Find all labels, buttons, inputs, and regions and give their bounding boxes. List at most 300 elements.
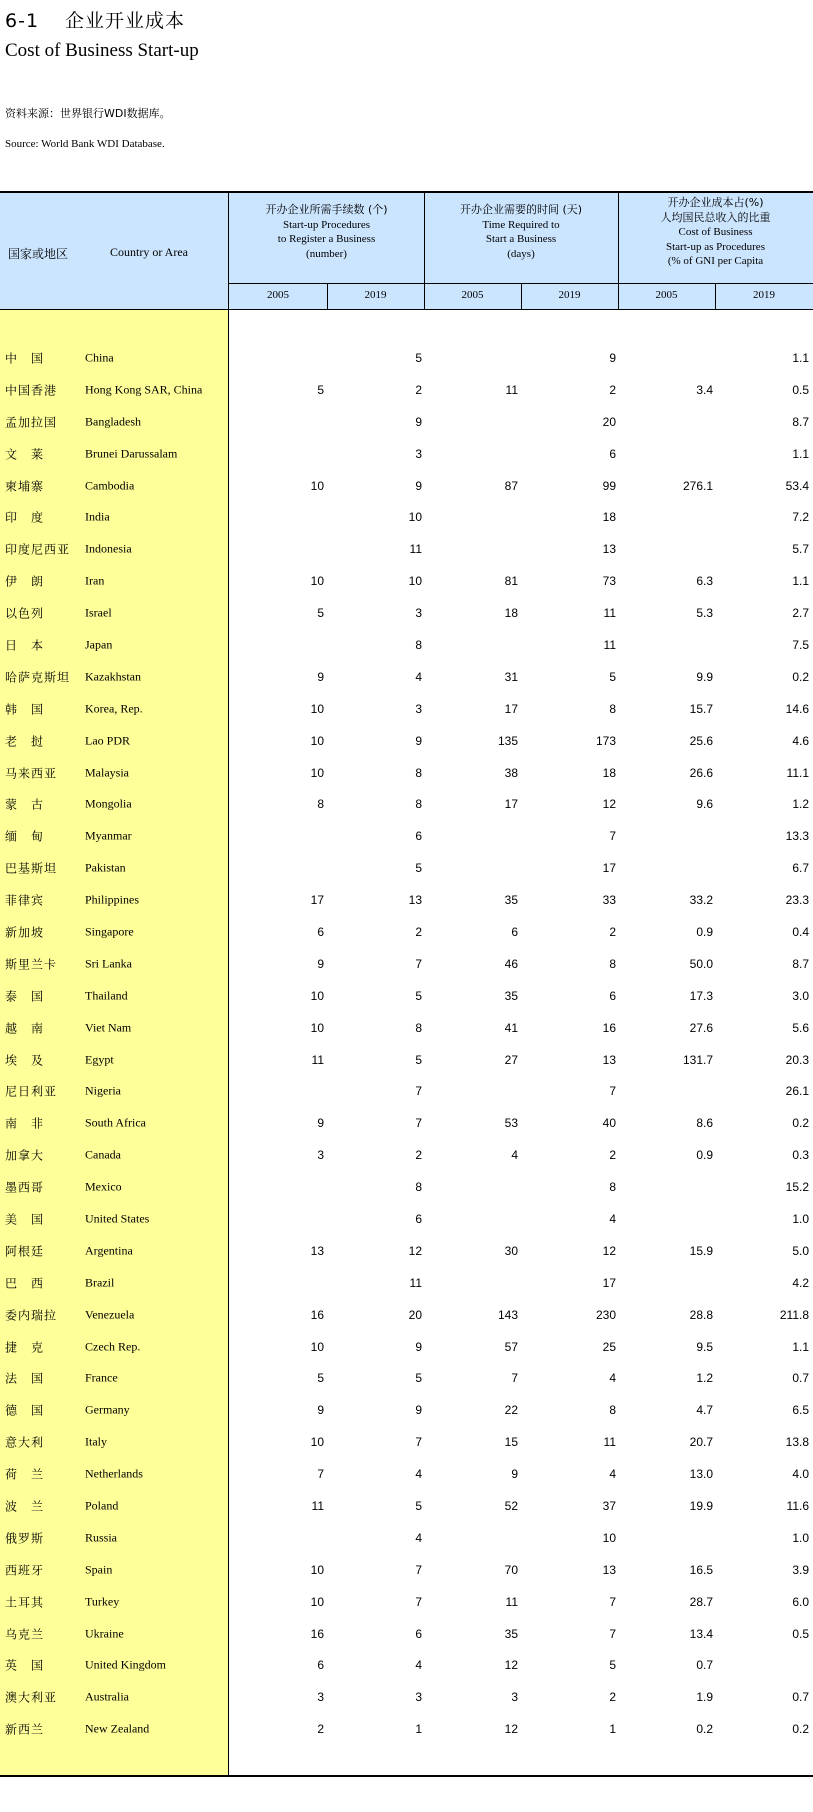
country-name-en: Korea, Rep. [85, 701, 143, 716]
table-row [0, 1012, 813, 1044]
table-row [0, 916, 813, 948]
value-procedures-2019: 8 [415, 765, 422, 780]
value-procedures-2019: 8 [415, 1180, 422, 1195]
value-time-2019: 11 [603, 637, 616, 652]
value-procedures-2019: 9 [415, 1339, 422, 1354]
country-name-cn: 澳大利亚 [5, 1690, 58, 1705]
country-name-en: United States [85, 1211, 150, 1226]
country-name-en: Pakistan [85, 860, 126, 875]
value-procedures-2019: 4 [415, 669, 422, 684]
year-header: 2005 [267, 289, 289, 301]
value-time-2005: 53 [504, 1116, 518, 1131]
value-procedures-2005: 10 [310, 574, 324, 589]
table-row [0, 1075, 813, 1107]
value-cost-2019: 13.8 [785, 1435, 809, 1450]
value-cost-2019: 3.9 [792, 1562, 809, 1577]
value-cost-2019: 6.5 [792, 1403, 809, 1418]
country-name-en: United Kingdom [85, 1657, 166, 1672]
title-cn-text: 企业开业成本 [65, 10, 186, 32]
value-procedures-2019: 5 [415, 1371, 422, 1386]
table-row [0, 342, 813, 374]
value-cost-2019: 8.7 [792, 956, 809, 971]
table-title-cn [5, 6, 185, 33]
country-name-en: Cambodia [85, 478, 135, 492]
value-procedures-2019: 8 [415, 637, 422, 652]
value-time-2019: 7 [609, 1594, 616, 1609]
table-row [0, 374, 813, 406]
value-procedures-2019: 7 [415, 1116, 422, 1131]
value-time-2019: 20 [602, 414, 616, 429]
table-row [0, 1267, 813, 1299]
value-time-2005: 35 [504, 988, 518, 1003]
value-procedures-2005: 3 [317, 1690, 324, 1705]
table-row [0, 1522, 813, 1554]
value-time-2005: 46 [504, 956, 518, 971]
table-row [0, 1044, 813, 1076]
value-procedures-2019: 8 [415, 1020, 422, 1035]
table-row [0, 757, 813, 789]
country-name-cn: 南 非 [5, 1116, 45, 1131]
country-name-cn: 尼日利亚 [5, 1084, 58, 1099]
value-procedures-2005: 9 [317, 956, 324, 971]
value-procedures-2019: 7 [415, 1084, 422, 1099]
table-row [0, 884, 813, 916]
country-name-en: Venezuela [85, 1307, 135, 1322]
value-cost-2019: 0.2 [792, 1722, 809, 1737]
value-procedures-2005: 10 [310, 733, 324, 748]
header-time-en1: Time Required to [482, 218, 560, 231]
value-time-2005: 11 [505, 1594, 518, 1609]
header-time-cn: 开办企业需要的时间 (天) [459, 203, 583, 216]
value-time-2019: 5 [609, 1658, 616, 1673]
header-procedures-cn: 开办企业所需手续数 (个) [265, 203, 388, 216]
country-name-en: New Zealand [85, 1721, 150, 1736]
value-procedures-2019: 7 [415, 956, 422, 971]
value-cost-2019: 8.7 [792, 414, 809, 429]
value-time-2019: 2 [609, 1148, 616, 1163]
table-row [0, 1363, 813, 1395]
value-time-2019: 8 [609, 701, 616, 716]
value-procedures-2019: 8 [415, 797, 422, 812]
country-name-cn: 越 南 [5, 1021, 45, 1036]
country-name-en: Kazakhstan [85, 669, 141, 684]
country-name-en: Iran [85, 573, 105, 588]
country-name-en: Netherlands [85, 1466, 143, 1481]
table-row [0, 501, 813, 533]
value-cost-2019: 6.7 [792, 861, 809, 876]
value-procedures-2019: 5 [415, 350, 422, 365]
value-cost-2005: 20.7 [689, 1435, 713, 1450]
table-row [0, 1394, 813, 1426]
value-procedures-2019: 5 [415, 1052, 422, 1067]
value-procedures-2005: 8 [317, 797, 324, 812]
country-name-en: Ukraine [85, 1626, 124, 1641]
value-procedures-2019: 9 [415, 1403, 422, 1418]
value-cost-2019: 23.3 [785, 893, 809, 908]
country-name-en: Nigeria [85, 1083, 121, 1098]
country-name-en: Sri Lanka [85, 956, 132, 971]
value-cost-2019: 211.8 [779, 1307, 809, 1322]
table-body [0, 342, 813, 1745]
country-name-en: China [85, 350, 114, 365]
value-cost-2005: 33.2 [689, 893, 713, 908]
table-row [0, 1235, 813, 1267]
value-procedures-2019: 5 [415, 988, 422, 1003]
value-time-2005: 17 [504, 797, 518, 812]
country-name-cn: 俄罗斯 [5, 1531, 45, 1546]
value-cost-2019: 2.7 [792, 606, 809, 621]
header-procedures-en3: (number) [306, 247, 347, 260]
country-name-en: South Africa [85, 1115, 146, 1130]
value-procedures-2019: 3 [415, 701, 422, 716]
value-procedures-2005: 5 [317, 382, 324, 397]
value-procedures-2019: 2 [415, 382, 422, 397]
table-title-en: Cost of Business Start-up [5, 40, 199, 61]
value-procedures-2005: 11 [311, 1499, 324, 1513]
value-cost-2005: 13.0 [689, 1467, 713, 1482]
country-name-en: Singapore [85, 924, 134, 939]
table-number: 6-1 [5, 10, 40, 32]
table-row [0, 661, 813, 693]
table-row [0, 1107, 813, 1139]
value-cost-2019: 1.1 [792, 446, 809, 461]
value-time-2005: 4 [511, 1148, 518, 1163]
value-time-2019: 173 [595, 733, 616, 748]
country-name-cn: 泰 国 [5, 989, 45, 1004]
country-name-en: Brunei Darussalam [85, 446, 178, 461]
value-cost-2019: 15.2 [785, 1180, 809, 1195]
year-header: 2019 [753, 289, 775, 301]
value-procedures-2019: 5 [415, 1499, 422, 1513]
value-procedures-2005: 7 [317, 1467, 324, 1482]
value-time-2019: 13 [602, 542, 616, 557]
table-row [0, 820, 813, 852]
value-cost-2005: 26.6 [689, 765, 713, 780]
country-name-en: Italy [85, 1434, 107, 1449]
value-cost-2019: 0.7 [792, 1690, 809, 1705]
value-time-2019: 8 [609, 1180, 616, 1195]
table-row [0, 1299, 813, 1331]
country-name-cn: 西班牙 [5, 1563, 45, 1578]
value-procedures-2005: 9 [317, 1116, 324, 1131]
header-cost-cn2: 人均国民总收入的比重 [660, 210, 771, 224]
country-name-en: Australia [85, 1689, 129, 1704]
value-time-2019: 16 [602, 1020, 616, 1035]
value-procedures-2019: 4 [415, 1530, 422, 1545]
value-procedures-2005: 10 [310, 701, 324, 716]
country-name-cn: 阿根廷 [5, 1244, 45, 1259]
value-time-2005: 7 [511, 1371, 518, 1386]
value-time-2019: 6 [609, 988, 616, 1003]
value-time-2005: 57 [504, 1339, 518, 1354]
value-cost-2005: 15.9 [689, 1243, 713, 1258]
country-name-cn: 德 国 [5, 1403, 45, 1418]
value-time-2005: 35 [504, 893, 518, 908]
value-procedures-2019: 13 [408, 893, 422, 908]
value-time-2019: 10 [602, 1530, 616, 1545]
country-name-cn: 新西兰 [5, 1722, 45, 1737]
value-time-2019: 73 [602, 574, 616, 589]
value-time-2019: 17 [602, 861, 616, 876]
value-cost-2019: 26.1 [785, 1084, 809, 1099]
value-cost-2019: 14.6 [785, 701, 809, 716]
value-procedures-2005: 10 [310, 478, 324, 493]
value-time-2005: 12 [504, 1722, 518, 1737]
value-cost-2005: 3.4 [696, 382, 713, 397]
value-procedures-2005: 10 [310, 988, 324, 1003]
header-cost-cn1: 开办企业成本占(%) [667, 196, 764, 209]
value-procedures-2019: 3 [415, 606, 422, 621]
table-row [0, 533, 813, 565]
value-cost-2005: 5.3 [696, 606, 713, 621]
value-time-2019: 6 [609, 446, 616, 461]
value-cost-2005: 0.7 [696, 1658, 713, 1673]
value-time-2005: 81 [504, 574, 518, 589]
table-row [0, 948, 813, 980]
table-row [0, 438, 813, 470]
header-cost-en3: (% of GNI per Capita [667, 255, 764, 267]
value-time-2005: 11 [505, 382, 518, 397]
value-cost-2005: 19.9 [689, 1499, 713, 1513]
table-row [0, 1554, 813, 1586]
country-name-cn: 中 国 [5, 351, 45, 366]
table-row [0, 1618, 813, 1650]
value-time-2005: 17 [504, 701, 518, 716]
value-procedures-2019: 4 [415, 1658, 422, 1673]
value-procedures-2019: 12 [408, 1243, 422, 1258]
value-procedures-2019: 5 [415, 861, 422, 876]
value-time-2019: 230 [595, 1307, 616, 1322]
value-procedures-2005: 9 [317, 1403, 324, 1418]
value-cost-2019: 53.4 [785, 478, 809, 493]
value-cost-2005: 6.3 [696, 574, 713, 589]
value-cost-2019: 0.5 [792, 382, 809, 397]
value-procedures-2019: 11 [409, 542, 422, 557]
value-cost-2019: 5.7 [792, 542, 809, 557]
header-country-en: Country or Area [110, 245, 188, 259]
value-procedures-2019: 11 [409, 1275, 422, 1290]
value-cost-2019: 0.2 [792, 669, 809, 684]
table-row [0, 1139, 813, 1171]
country-name-en: Bangladesh [85, 414, 141, 429]
value-procedures-2019: 6 [415, 829, 422, 844]
value-time-2005: 35 [504, 1626, 518, 1641]
value-time-2019: 8 [609, 1403, 616, 1418]
value-procedures-2019: 7 [415, 1562, 422, 1577]
value-time-2019: 11 [603, 1435, 616, 1450]
value-time-2019: 12 [602, 1243, 616, 1258]
country-name-cn: 日 本 [5, 638, 45, 653]
value-procedures-2019: 9 [415, 414, 422, 429]
country-name-cn: 中国香港 [5, 383, 58, 398]
value-cost-2005: 16.5 [689, 1562, 713, 1577]
value-cost-2005: 9.9 [696, 669, 713, 684]
value-cost-2019: 11.1 [786, 765, 809, 780]
value-cost-2019: 4.2 [792, 1275, 809, 1290]
value-cost-2005: 8.6 [696, 1116, 713, 1131]
country-name-en: Russia [85, 1530, 118, 1545]
table-row [0, 1426, 813, 1458]
table-row [0, 1681, 813, 1713]
country-name-en: Mongolia [85, 796, 132, 811]
country-name-cn: 韩 国 [5, 702, 45, 717]
value-time-2019: 13 [602, 1562, 616, 1577]
table-row [0, 470, 813, 502]
table-row [0, 629, 813, 661]
value-time-2005: 135 [497, 733, 518, 748]
table-row [0, 980, 813, 1012]
country-name-cn: 新加坡 [5, 925, 45, 940]
value-time-2005: 87 [504, 478, 518, 493]
value-procedures-2005: 6 [317, 1658, 324, 1673]
value-time-2019: 25 [602, 1339, 616, 1354]
year-header: 2019 [558, 289, 581, 301]
value-time-2019: 18 [602, 510, 616, 525]
value-time-2019: 17 [602, 1275, 616, 1290]
country-name-cn: 文 莱 [5, 447, 45, 462]
country-name-cn: 伊 朗 [5, 574, 45, 589]
table-row [0, 565, 813, 597]
table-row [0, 1171, 813, 1203]
value-procedures-2005: 11 [311, 1052, 324, 1067]
year-header: 2019 [364, 289, 387, 301]
value-cost-2019: 0.5 [792, 1626, 809, 1641]
header-procedures-en1: Start-up Procedures [282, 218, 371, 231]
country-name-cn: 乌克兰 [5, 1627, 45, 1642]
country-name-cn: 波 兰 [5, 1499, 45, 1514]
value-time-2019: 9 [609, 350, 616, 365]
value-procedures-2005: 10 [310, 1339, 324, 1354]
country-name-en: Myanmar [85, 828, 132, 843]
header-country-cn: 国家或地区 [8, 247, 69, 261]
country-name-cn: 巴 西 [5, 1276, 45, 1291]
country-name-cn: 荷 兰 [5, 1467, 45, 1482]
value-cost-2005: 28.8 [689, 1307, 713, 1322]
table-row [0, 406, 813, 438]
value-cost-2005: 27.6 [689, 1020, 713, 1035]
value-cost-2019: 1.2 [792, 797, 809, 812]
value-cost-2019: 20.3 [785, 1052, 809, 1067]
value-time-2005: 70 [504, 1562, 518, 1577]
value-procedures-2019: 7 [415, 1435, 422, 1450]
value-time-2019: 4 [609, 1211, 616, 1226]
table-row [0, 1458, 813, 1490]
value-cost-2005: 131.7 [682, 1052, 713, 1067]
value-time-2019: 11 [603, 606, 616, 621]
table-row [0, 852, 813, 884]
table-row [0, 1586, 813, 1618]
value-time-2005: 12 [504, 1658, 518, 1673]
header-bottom-rule [0, 309, 813, 310]
header-procedures-en2: to Register a Business [277, 233, 376, 245]
value-cost-2019: 0.2 [792, 1116, 809, 1131]
value-time-2019: 99 [602, 478, 616, 493]
country-name-en: Egypt [85, 1052, 114, 1067]
value-time-2019: 33 [602, 893, 616, 908]
value-cost-2019: 7.5 [792, 637, 809, 652]
country-name-en: Czech Rep. [85, 1339, 141, 1354]
value-cost-2019: 4.0 [792, 1467, 809, 1482]
value-cost-2019: 1.1 [792, 350, 809, 365]
value-cost-2005: 9.5 [696, 1339, 713, 1354]
country-name-cn: 孟加拉国 [5, 415, 58, 430]
value-procedures-2005: 17 [310, 893, 324, 908]
value-procedures-2005: 3 [317, 1148, 324, 1163]
country-name-cn: 加拿大 [5, 1148, 45, 1163]
value-procedures-2019: 2 [415, 924, 422, 939]
value-procedures-2019: 10 [408, 510, 422, 525]
value-time-2019: 13 [602, 1052, 616, 1067]
value-cost-2019: 6.0 [792, 1594, 809, 1609]
country-name-en: Indonesia [85, 541, 132, 556]
value-time-2019: 2 [609, 924, 616, 939]
country-name-en: Argentina [85, 1243, 133, 1258]
value-cost-2005: 0.9 [696, 1148, 713, 1163]
value-procedures-2019: 7 [415, 1594, 422, 1609]
value-time-2019: 7 [609, 829, 616, 844]
value-time-2019: 4 [609, 1467, 616, 1482]
country-name-en: Japan [85, 637, 113, 652]
value-time-2019: 18 [602, 765, 616, 780]
country-name-cn: 哈萨克斯坦 [5, 670, 71, 685]
value-cost-2019: 4.6 [792, 733, 809, 748]
value-cost-2005: 1.9 [696, 1690, 713, 1705]
country-name-cn: 法 国 [5, 1371, 45, 1386]
value-procedures-2019: 3 [415, 446, 422, 461]
value-cost-2005: 28.7 [689, 1594, 713, 1609]
country-name-cn: 马来西亚 [5, 766, 58, 781]
value-procedures-2005: 6 [317, 924, 324, 939]
country-name-en: Spain [85, 1562, 113, 1577]
value-procedures-2005: 5 [317, 1371, 324, 1386]
header-time-en2: Start a Business [485, 233, 557, 245]
table-row [0, 693, 813, 725]
value-time-2005: 30 [504, 1243, 518, 1258]
country-name-en: Thailand [85, 988, 128, 1003]
table-row [0, 1203, 813, 1235]
country-name-cn: 印度尼西亚 [5, 542, 71, 557]
country-name-cn: 美 国 [5, 1212, 45, 1227]
value-time-2019: 7 [609, 1084, 616, 1099]
value-cost-2019: 0.3 [792, 1148, 809, 1163]
value-cost-2005: 4.7 [696, 1403, 713, 1418]
value-cost-2005: 0.2 [696, 1722, 713, 1737]
value-time-2005: 6 [511, 924, 518, 939]
value-procedures-2019: 9 [415, 733, 422, 748]
value-cost-2005: 50.0 [689, 956, 713, 971]
country-name-en: Brazil [85, 1275, 115, 1290]
value-procedures-2005: 10 [310, 1435, 324, 1450]
value-cost-2005: 13.4 [689, 1626, 713, 1641]
source-note-cn: 资料来源：世界银行WDI数据库。 [5, 107, 171, 120]
value-cost-2005: 276.1 [682, 478, 713, 493]
value-procedures-2005: 13 [310, 1243, 324, 1258]
country-name-en: Lao PDR [85, 733, 130, 748]
value-time-2005: 41 [504, 1020, 518, 1035]
value-time-2019: 40 [602, 1116, 616, 1131]
header-time [424, 203, 618, 261]
country-name-en: Hong Kong SAR, China [85, 382, 203, 397]
value-procedures-2005: 2 [317, 1722, 324, 1737]
country-name-cn: 老 挝 [5, 734, 45, 749]
country-name-en: Israel [85, 605, 112, 620]
country-name-en: Poland [85, 1498, 119, 1513]
country-name-en: Turkey [85, 1594, 120, 1609]
value-time-2019: 12 [602, 797, 616, 812]
value-cost-2005: 0.9 [696, 924, 713, 939]
value-cost-2005: 17.3 [689, 988, 713, 1003]
value-time-2019: 4 [609, 1371, 616, 1386]
